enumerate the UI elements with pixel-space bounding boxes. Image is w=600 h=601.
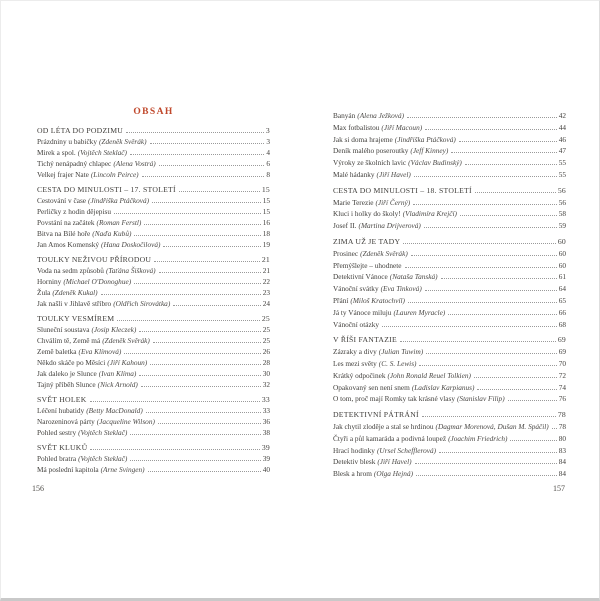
toc-entry-title: Cestování v čase: [37, 196, 87, 205]
toc-entry-title: Max fotbalistou: [333, 122, 380, 132]
toc-entry-row: [333, 111, 566, 123]
toc-entry-title: Jak chytil zloděje a stal se hrdinou: [333, 421, 434, 431]
dotted-leader: [139, 375, 260, 376]
toc-entry-title: DETEKTIVNÍ PÁTRÁNÍ: [333, 410, 419, 420]
toc-section-row: [333, 410, 566, 422]
toc-entry-title: Chválím tě, Země má: [37, 336, 101, 345]
toc-entry-title: Narozeninová párty: [37, 417, 95, 426]
dotted-leader: [439, 452, 557, 453]
toc-entry-author: (C. S. Lewis): [378, 358, 417, 368]
toc-entry-author: (Lincoln Peirce): [90, 170, 139, 179]
toc-entry-page-number: 83: [558, 445, 566, 455]
folio-right-page-number: 157: [553, 484, 565, 493]
toc-entry-author: (Ladislav Karpianus): [411, 382, 475, 392]
dotted-leader: [475, 192, 556, 193]
dotted-leader: [130, 154, 264, 155]
toc-entry-row: [37, 240, 270, 251]
dotted-leader: [134, 283, 261, 284]
toc-entry-title: Vánoční svátky: [333, 284, 379, 294]
toc-entry-title: Josef II.: [333, 221, 357, 231]
toc-entry-title: V ŘÍŠI FANTAZIE: [333, 335, 397, 345]
toc-entry-title: Hrací hodinky: [333, 445, 375, 455]
toc-entry-page-number: 60: [558, 260, 566, 270]
toc-entry-page-number: 84: [558, 457, 566, 467]
dotted-leader: [415, 463, 557, 464]
toc-entry-page-number: 4: [266, 148, 270, 157]
toc-entry-page-number: 76: [558, 394, 566, 404]
toc-entry-title: CESTA DO MINULOSTI – 18. STOLETÍ: [333, 185, 472, 195]
toc-entry-author: (Jiří Havel): [376, 169, 411, 179]
toc-entry-title: Čtyři a půl kamaráda a podivná loupež: [333, 433, 447, 443]
toc-entry-title: Tajný příběh Slunce: [37, 380, 96, 389]
toc-entry-page-number: 65: [558, 295, 566, 305]
dotted-leader: [144, 224, 260, 225]
toc-entry-page-number: 28: [262, 358, 270, 367]
toc-entry-row: [333, 146, 566, 158]
toc-entry-page-number: 25: [262, 325, 270, 334]
dotted-leader: [422, 416, 556, 417]
dotted-leader: [159, 272, 261, 273]
toc-entry-title: Horniny: [37, 277, 62, 286]
dotted-leader: [179, 191, 260, 192]
toc-entry-page-number: 69: [557, 335, 566, 345]
dotted-leader: [441, 278, 557, 279]
toc-entry-title: Mirek a spol.: [37, 148, 76, 157]
toc-entry-row: [37, 406, 270, 417]
toc-entry-author: (Zdeněk Kukal): [52, 288, 98, 297]
toc-entry-page-number: 56: [558, 197, 566, 207]
toc-entry-row: [333, 359, 566, 371]
dotted-leader: [460, 215, 557, 216]
toc-entry-page-number: 55: [558, 158, 566, 168]
toc-section-row: [37, 314, 270, 325]
toc-entry-author: (Zdeněk Svěrák): [102, 336, 150, 345]
dotted-leader: [90, 449, 259, 450]
toc-entry-row: [37, 347, 270, 358]
dotted-leader: [459, 141, 557, 142]
toc-entry-title: Prosinec: [333, 248, 359, 258]
toc-entry-page-number: 39: [262, 454, 270, 463]
toc-entry-title: Sluneční soustava: [37, 325, 90, 334]
toc-entry-page-number: 68: [558, 319, 566, 329]
toc-entry-page-number: 15: [262, 207, 270, 216]
dotted-leader: [424, 227, 557, 228]
dotted-leader: [124, 353, 260, 354]
toc-entry-page-number: 60: [558, 248, 566, 258]
toc-entry-title: Velkej frajer Nate: [37, 170, 89, 179]
toc-entry-author: (Ivan Klíma): [98, 369, 137, 378]
dotted-leader: [117, 320, 260, 321]
toc-entry-page-number: 59: [558, 221, 566, 231]
toc-entry-title: Pohled sestry: [37, 428, 77, 437]
toc-entry-title: OD LÉTA DO PODZIMU: [37, 126, 124, 135]
toc-entry-author: (Michael O'Donoghue): [63, 277, 132, 286]
toc-entry-title: Vánoční otázky: [333, 319, 379, 329]
toc-entry-title: Žula: [37, 288, 51, 297]
dotted-leader: [426, 353, 557, 354]
toc-entry-title: Malé hádanky: [333, 169, 375, 179]
dotted-leader: [152, 202, 261, 203]
toc-entry-page-number: 24: [262, 299, 270, 308]
toc-entry-row: [37, 417, 270, 428]
dotted-leader: [146, 412, 261, 413]
toc-section-row: [333, 237, 566, 249]
toc-entry-page-number: 78: [557, 410, 566, 420]
toc-entry-page-number: 8: [266, 170, 270, 179]
dotted-leader: [150, 143, 265, 144]
toc-entry-row: [333, 123, 566, 135]
toc-entry-page-number: 58: [558, 209, 566, 219]
toc-entry-row: [333, 249, 566, 261]
toc-entry-page-number: 6: [266, 159, 270, 168]
toc-entry-title: Pohled bratra: [37, 454, 77, 463]
dotted-leader: [411, 255, 557, 256]
toc-entry-page-number: 19: [262, 240, 270, 249]
dotted-leader: [510, 440, 556, 441]
toc-entry-author: (Nick Arnold): [97, 380, 138, 389]
toc-entry-title: TOULKY VESMÍREM: [37, 314, 115, 323]
toc-entry-author: (Jindřiška Ptáčková): [394, 134, 456, 144]
toc-entry-author: (Jacqueline Wilson): [96, 417, 155, 426]
toc-entry-row: [37, 288, 270, 299]
toc-entry-title: SVĚT HOLEK: [37, 395, 87, 404]
toc-entry-page-number: 3: [265, 126, 270, 135]
toc-entry-title: Povstání na začátek: [37, 218, 95, 227]
toc-entry-title: Má poslední kapitola: [37, 465, 99, 474]
toc-list-left: [37, 126, 270, 476]
toc-entry-row: [37, 358, 270, 369]
toc-entry-author: (Roman Ferstl): [96, 218, 142, 227]
dotted-leader: [153, 342, 261, 343]
toc-entry-title: Detektiv blesk: [333, 457, 376, 467]
toc-column-right: [333, 111, 566, 481]
toc-entry-row: [37, 229, 270, 240]
dotted-leader: [425, 129, 557, 130]
toc-entry-author: (Jiří Kahoun): [107, 358, 148, 367]
toc-entry-row: [37, 170, 270, 181]
toc-entry-row: [333, 347, 566, 359]
toc-entry-page-number: 69: [558, 347, 566, 357]
toc-entry-title: Les mezi světy: [333, 358, 377, 368]
dotted-leader: [154, 261, 260, 262]
toc-entry-author: (Hana Doskočilová): [101, 240, 161, 249]
toc-entry-title: Voda na sedm způsobů: [37, 266, 104, 275]
toc-entry-author: (Joachim Friedrich): [448, 433, 508, 443]
dotted-leader: [148, 471, 261, 472]
toc-entry-row: [333, 135, 566, 147]
toc-entry-author: (Zdeněk Svěrák): [98, 137, 147, 146]
dotted-leader: [552, 428, 557, 429]
dotted-leader: [448, 314, 556, 315]
toc-entry-page-number: 16: [262, 218, 270, 227]
toc-entry-page-number: 21: [261, 255, 270, 264]
dotted-leader: [90, 401, 260, 402]
toc-entry-page-number: 22: [262, 277, 270, 286]
toc-entry-title: Detektivní Vánoce: [333, 272, 388, 282]
toc-entry-page-number: 47: [558, 146, 566, 156]
toc-entry-page-number: 60: [557, 236, 566, 246]
toc-section-row: [37, 185, 270, 196]
toc-entry-page-number: 46: [558, 134, 566, 144]
dotted-leader: [413, 204, 557, 205]
dotted-leader: [477, 389, 556, 390]
dotted-leader: [408, 302, 557, 303]
toc-entry-title: Země baletka: [37, 347, 77, 356]
toc-entry-page-number: 15: [261, 185, 270, 194]
toc-entry-row: [333, 272, 566, 284]
dotted-leader: [400, 341, 556, 342]
toc-entry-row: [37, 369, 270, 380]
toc-entry-row: [333, 446, 566, 458]
toc-entry-page-number: 39: [261, 443, 270, 452]
toc-entry-row: [37, 299, 270, 310]
toc-entry-row: [37, 277, 270, 288]
toc-entry-page-number: 32: [262, 380, 270, 389]
toc-entry-author: (Jeff Kinney): [410, 146, 449, 156]
dotted-leader: [130, 434, 260, 435]
toc-entry-page-number: 42: [558, 111, 566, 120]
toc-entry-row: [37, 454, 270, 465]
toc-entry-page-number: 84: [558, 469, 566, 479]
toc-entry-page-number: 56: [557, 185, 566, 195]
toc-entry-page-number: 61: [558, 272, 566, 282]
toc-entry-row: [37, 196, 270, 207]
toc-entry-author: (Jiří Havel): [377, 457, 412, 467]
toc-entry-page-number: 72: [558, 370, 566, 380]
toc-entry-page-number: 55: [558, 169, 566, 179]
toc-section-row: [37, 395, 270, 406]
dotted-leader: [465, 164, 557, 165]
toc-entry-title: Blesk a hrom: [333, 469, 372, 479]
toc-entry-page-number: 23: [262, 288, 270, 297]
toc-entry-author: (Vojtěch Steklač): [77, 148, 127, 157]
dotted-leader: [134, 235, 260, 236]
toc-entry-page-number: 15: [262, 196, 270, 205]
toc-section-row: [333, 186, 566, 198]
dotted-leader: [150, 364, 260, 365]
toc-entry-page-number: 40: [262, 465, 270, 474]
toc-entry-title: Kluci i holky do školy!: [333, 209, 401, 219]
dotted-leader: [382, 326, 557, 327]
toc-entry-page-number: 21: [262, 266, 270, 275]
toc-entry-author: (Dagmar Morenová, Dušan M. Spáčil): [435, 421, 549, 431]
toc-entry-author: (Naďa Kubů): [92, 229, 132, 238]
toc-entry-row: [333, 308, 566, 320]
toc-entry-row: [333, 284, 566, 296]
dotted-leader: [405, 267, 557, 268]
toc-entry-author: (Alena Vostrá): [113, 159, 156, 168]
toc-entry-author: (John Ronald Reuel Tolkien): [387, 370, 471, 380]
toc-entry-author: (Eva Tinková): [380, 284, 422, 294]
toc-entry-page-number: 3: [266, 137, 270, 146]
toc-entry-author: (Jiří Macoun): [381, 122, 423, 132]
dotted-leader: [130, 460, 260, 461]
toc-entry-row: [333, 422, 566, 434]
toc-entry-title: Bitva na Bílé hoře: [37, 229, 91, 238]
toc-entry-title: Zázraky a divy: [333, 347, 377, 357]
toc-section-row: [37, 443, 270, 454]
toc-entry-row: [333, 394, 566, 406]
toc-entry-title: Opakovaný sen není snem: [333, 382, 410, 392]
toc-entry-author: (Nataša Tanská): [389, 272, 438, 282]
toc-entry-row: [37, 218, 270, 229]
toc-entry-row: [333, 158, 566, 170]
dotted-leader: [425, 290, 557, 291]
dotted-leader: [142, 176, 265, 177]
dotted-leader: [114, 213, 261, 214]
toc-entry-title: Deník malého poseroutky: [333, 146, 409, 156]
toc-list-right: [333, 111, 566, 481]
toc-entry-title: Perličky z hodin dějepisu: [37, 207, 111, 216]
toc-entry-author: (Oldřich Sirovátka): [113, 299, 171, 308]
toc-entry-row: [333, 198, 566, 210]
toc-entry-row: [37, 159, 270, 170]
toc-entry-page-number: 33: [262, 406, 270, 415]
toc-entry-page-number: 78: [558, 421, 566, 431]
toc-entry-page-number: 33: [261, 395, 270, 404]
dotted-leader: [414, 176, 557, 177]
toc-entry-author: (Olga Hejná): [373, 469, 414, 479]
toc-entry-page-number: 18: [262, 229, 270, 238]
folio-left-page-number: 156: [32, 484, 44, 493]
dotted-leader: [508, 400, 557, 401]
toc-entry-title: Marie Terezie: [333, 197, 374, 207]
toc-entry-author: (Eva Klímová): [78, 347, 122, 356]
dotted-leader: [158, 423, 261, 424]
toc-title: OBSAH: [133, 107, 174, 117]
toc-entry-page-number: 44: [558, 122, 566, 132]
toc-entry-author: (Jiří Černý): [375, 197, 411, 207]
toc-entry-page-number: 30: [262, 369, 270, 378]
toc-entry-page-number: 64: [558, 284, 566, 294]
dotted-leader: [451, 152, 556, 153]
toc-entry-row: [37, 336, 270, 347]
toc-entry-page-number: 38: [262, 428, 270, 437]
toc-entry-title: O tom, proč mají Romky tak krásné vlasy: [333, 394, 455, 404]
toc-entry-title: Přání: [333, 295, 349, 305]
toc-entry-title: Někdo skáče po Měsíci: [37, 358, 106, 367]
toc-entry-page-number: 25: [262, 336, 270, 345]
toc-entry-author: (Vojtěch Steklač): [78, 428, 128, 437]
toc-entry-author: (Stanislav Filip): [457, 394, 505, 404]
toc-entry-page-number: 26: [262, 347, 270, 356]
toc-entry-row: [37, 465, 270, 476]
toc-entry-author: (Arne Svingen): [100, 465, 145, 474]
toc-entry-author: (Jindřiška Ptáčková): [88, 196, 150, 205]
toc-entry-page-number: 70: [558, 358, 566, 368]
toc-section-row: [333, 335, 566, 347]
toc-entry-author: (Václav Budinský): [408, 158, 462, 168]
dotted-leader: [416, 475, 557, 476]
toc-entry-author: (Julian Tuwim): [378, 347, 424, 357]
dotted-leader: [407, 117, 557, 118]
toc-entry-title: Tichý nenápadný chlapec: [37, 159, 112, 168]
toc-entry-author: (Betty MacDonald): [86, 406, 143, 415]
toc-entry-row: [37, 207, 270, 218]
toc-entry-author: (Taťána Šišková): [105, 266, 156, 275]
toc-entry-author: (Josip Kleczek): [91, 325, 137, 334]
toc-entry-title: Léčení hubatidy: [37, 406, 85, 415]
toc-entry-row: [333, 261, 566, 273]
toc-entry-row: [37, 148, 270, 159]
dotted-leader: [403, 243, 556, 244]
dotted-leader: [159, 165, 265, 166]
toc-entry-row: [37, 380, 270, 391]
toc-entry-row: [37, 428, 270, 439]
toc-entry-page-number: 66: [558, 307, 566, 317]
toc-entry-title: SVĚT KLUKŮ: [37, 443, 88, 452]
toc-entry-title: Krátký odpočinek: [333, 370, 386, 380]
dotted-leader: [173, 305, 260, 306]
dotted-leader: [139, 331, 260, 332]
toc-entry-title: Jan Amos Komenský: [37, 240, 100, 249]
toc-entry-page-number: 25: [261, 314, 270, 323]
toc-entry-row: [333, 469, 566, 481]
toc-entry-title: Jak daleko je Slunce: [37, 369, 97, 378]
toc-entry-author: (Lauren Myracle): [393, 307, 446, 317]
dotted-leader: [419, 365, 556, 366]
toc-entry-row: [333, 170, 566, 182]
toc-entry-author: (Vladimíra Krejčí): [402, 209, 457, 219]
toc-entry-page-number: 74: [558, 382, 566, 392]
toc-section-row: [37, 126, 270, 137]
toc-entry-title: Výroky ze školních lavic: [333, 158, 407, 168]
toc-entry-title: Prázdniny u babičky: [37, 137, 97, 146]
toc-entry-title: ZIMA UŽ JE TADY: [333, 236, 401, 246]
toc-entry-row: [333, 371, 566, 383]
toc-entry-title: Přemýšlejte – uhodnete: [333, 260, 402, 270]
toc-entry-author: (Martina Drijverová): [358, 221, 421, 231]
toc-entry-title: CESTA DO MINULOSTI – 17. STOLETÍ: [37, 185, 176, 194]
toc-entry-row: [333, 209, 566, 221]
toc-entry-title: Banyán: [333, 111, 356, 120]
toc-entry-title: TOULKY NEŽIVOU PŘÍRODOU: [37, 255, 152, 264]
toc-entry-row: [37, 325, 270, 336]
toc-entry-author: (Vojtěch Steklač): [78, 454, 128, 463]
toc-entry-row: [333, 383, 566, 395]
toc-entry-page-number: 36: [262, 417, 270, 426]
dotted-leader: [101, 294, 261, 295]
toc-entry-row: [37, 266, 270, 277]
toc-entry-author: (Zdeněk Svěrák): [360, 248, 408, 258]
toc-entry-title: Jak našli v Jihlavě stříbro: [37, 299, 112, 308]
toc-entry-author: (Ursel Schefflerová): [376, 445, 437, 455]
toc-entry-row: [333, 296, 566, 308]
toc-entry-row: [333, 221, 566, 233]
toc-entry-title: Já ty Vánoce miluju: [333, 307, 392, 317]
toc-entry-row: [37, 137, 270, 148]
dotted-leader: [163, 246, 260, 247]
toc-section-row: [37, 255, 270, 266]
toc-entry-row: [333, 457, 566, 469]
toc-entry-page-number: 80: [558, 433, 566, 443]
dotted-leader: [141, 386, 261, 387]
toc-entry-row: [333, 320, 566, 332]
dotted-leader: [126, 132, 264, 133]
toc-entry-row: [333, 434, 566, 446]
toc-entry-author: (Miloš Kratochvíl): [350, 295, 405, 305]
toc-entry-author: (Alena Ježková): [357, 111, 405, 120]
toc-entry-title: Jak si doma hrajeme: [333, 134, 393, 144]
dotted-leader: [474, 377, 557, 378]
toc-column-left: [37, 107, 270, 476]
